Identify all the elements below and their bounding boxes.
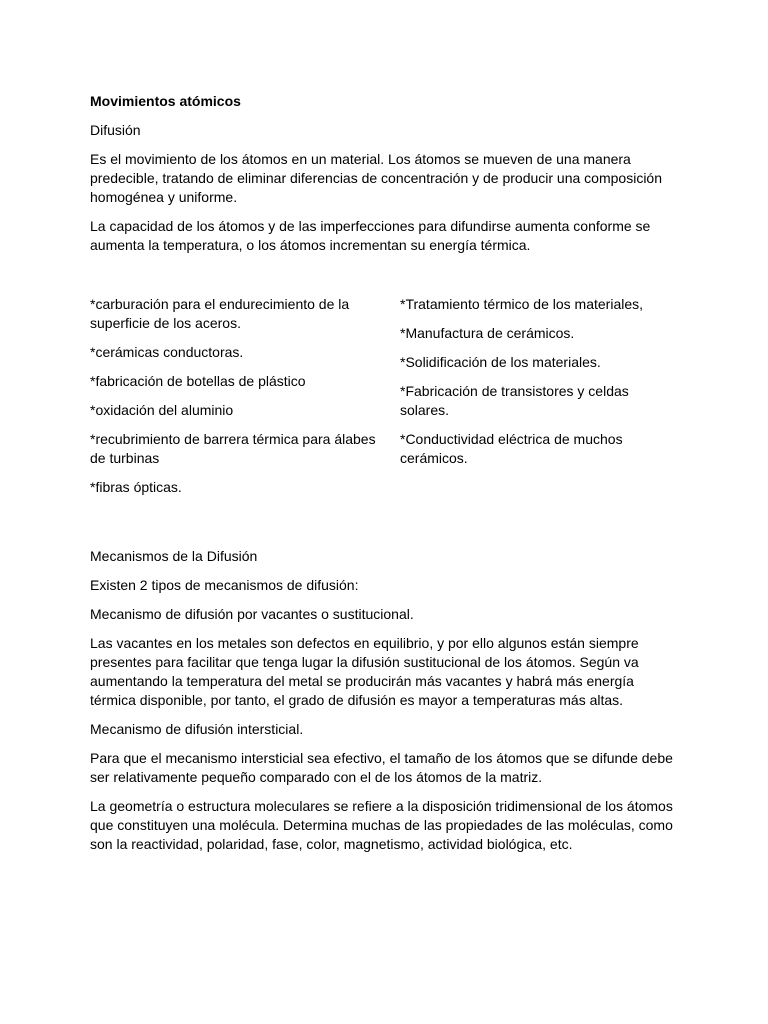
paragraph-vacantes: Las vacantes en los metales son defectos en equilibrio, y por ello algunos están siempre presentes para facilitar que tenga lugar la difusión sustitucional de los átomos. Según va aumentando la temperatura del metal se producirán más vacantes y habrá más energía térmica disponible, por tanto, el grado de difusión es mayor a temperaturas más altas. [90, 635, 639, 708]
list-item: *recubrimiento de barrera térmica para álabes de turbinas [90, 431, 376, 466]
list-item: *oxidación del aluminio [90, 402, 234, 418]
paragraph-geometria: La geometría o estructura moleculares se refiere a la disposición tridimensional de los átomos que constituyen una molécula. Determina muchas de las propiedades de las moléculas, como son la reactividad, polaridad, fase, color, magnetismo, actividad biológica, etc. [90, 798, 673, 852]
subheading-vacantes: Mecanismo de difusión por vacantes o sustitucional. [90, 606, 414, 622]
spacer [90, 265, 680, 295]
list-item: *Tratamiento térmico de los materiales, [400, 296, 644, 312]
subheading-intersticial: Mecanismo de difusión intersticial. [90, 721, 304, 737]
list-item: *cerámicas conductoras. [90, 344, 244, 360]
applications-right-column [400, 295, 680, 507]
paragraph-mecanismos-intro: Existen 2 tipos de mecanismos de difusión: [90, 577, 359, 593]
list-item: *carburación para el endurecimiento de la superficie de los aceros. [90, 296, 350, 331]
document-title: Movimientos atómicos [90, 93, 241, 109]
applications-left-column [90, 295, 380, 507]
list-item: *Solidificación de los materiales. [400, 354, 601, 370]
list-item: *Manufactura de cerámicos. [400, 325, 575, 341]
paragraph-difusion-temperature: La capacidad de los átomos y de las imperfecciones para difundirse aumenta conforme se aumenta la temperatura, o los átomos incrementan su energía térmica. [90, 218, 651, 253]
list-item: *fibras ópticas. [90, 479, 182, 495]
spacer [90, 517, 680, 547]
list-item: *Conductividad eléctrica de muchos cerámicos. [400, 431, 623, 466]
list-item: *Fabricación de transistores y celdas solares. [400, 383, 629, 418]
paragraph-intersticial: Para que el mecanismo intersticial sea efectivo, el tamaño de los átomos que se difunde debe ser relativamente pequeño comparado con el de los átomos de la matriz. [90, 750, 673, 785]
list-item: *fabricación de botellas de plástico [90, 373, 306, 389]
document-page [90, 92, 680, 864]
applications-columns [90, 295, 680, 507]
section-heading-difusion: Difusión [90, 122, 141, 138]
paragraph-difusion-definition: Es el movimiento de los átomos en un material. Los átomos se mueven de una manera predecible, tratando de eliminar diferencias de concentración y de producir una composición homogénea y uniforme. [90, 151, 662, 205]
section-heading-mecanismos: Mecanismos de la Difusión [90, 548, 258, 564]
